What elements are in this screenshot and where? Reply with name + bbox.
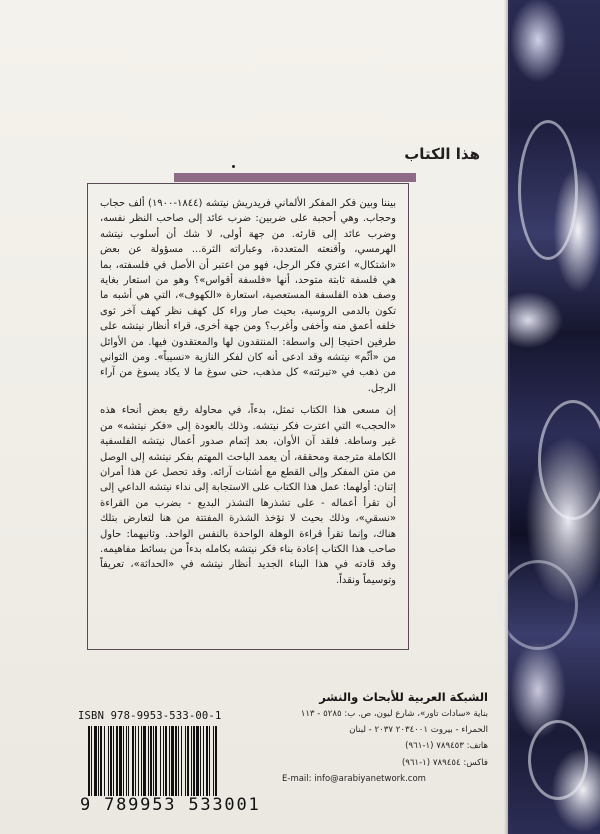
publisher-address-1: بناية «سادات تاور»، شارع ليون، ص. ب: ٥٢٨٥ - ١١٣ bbox=[300, 709, 488, 719]
publisher-email: E-mail: info@arabiyanetwork.com bbox=[282, 774, 426, 784]
heading-title: هذا الكتاب bbox=[404, 145, 480, 163]
publisher-address-2: الحمراء - بيروت ٢٠٣٤٠٠١ ٢٠٣٧ - لبنان bbox=[349, 725, 488, 735]
description-paragraph-1: بيننا وبين فكر المفكر الألماني فريدريش نيتشه (١٨٤٤-١٩٠٠) ألف حجاب وحجاب. وهي أحجبة على ضربين: ضرب عائد إلى صاحب النظر نفسه، وضرب عائد إلى قارئه. من جهة أولى، لا شك أن أسلوب نيتشه الهرمسي، وأقنعته المتعددة، وعباراته الثرة... مسؤولة عن بعض «اشتكال» اعتري فكر الرجل، فهو من اعتبر أن الأصل في فلسفته، بما هي فلسفة ثابتة متوحد، أنها «فلسفة أقواس»؟ وهو من استعار بغاية وصف هذه الفلسفة المستعصية، استعارة «الكهوف»، التي هي أشبه ما تكون بالدمى الروسية، بحيث صار وراء كل كهف نظر كهف آخر ثوى خلفه أعمق منه وأخفى وأغرب؟ ومن جهة أخرى، قراء أنظار نيتشه على طرفين احتيجا إلى واسطة: المنتقدون لها والمعتقدون فيها. من الأوائل من «أثّم» نيتشه وقد ادعى أنه كان لفكر النازية «نسيباً». ومن الثواني من ذهب في «تبرئته» كل مذهب، حتى سوغ ما لا يكاد يسوغ من آراء الرجل. bbox=[100, 198, 396, 394]
marble-spine-strip bbox=[508, 0, 600, 834]
publisher-phone: هاتف: ٧٨٩٤٥٣ (١-٩٦١) bbox=[405, 741, 488, 751]
description-frame bbox=[87, 183, 409, 650]
isbn-label: ISBN 978-9953-533-00-1 bbox=[78, 710, 222, 722]
spine-shadow bbox=[504, 0, 510, 834]
heading-dot bbox=[232, 165, 235, 168]
barcode-gap bbox=[217, 726, 218, 796]
barcode bbox=[88, 726, 272, 796]
description-paragraph-2: إن مسعى هذا الكتاب تمثل، بدءاً، في محاولة رفع بعض أنحاء هذه «الحجب» التي اعترت فكر نيتشه. وذلك بالعودة إلى «فكر نيتشه» من غير وساطة. فلقد آن الأوان، بعد إتمام صدور أعمال نيتشه الفلسفية الكاملة مترجمة ومحققة، أن يعمد الباحث المهتم بفكر نيتشه إلى الوصل من متن المفكر وإلى القطع مع أشتات آرائه. وقد تحصل عن هذا أمران إثنان: أولهما: عمل هذا الكتاب على الاستجابة إلى نداء نيتشه الداعي إلى أن تقرأ أعماله - على تشذرها التشذر البديع - بضرب من القراءة «نسقي»، وذلك بحيث لا تؤخذ الشذرة المفتتة من هنا لتعارض بتلك هناك، وإنما تقرأ قراءة الوهلة الواحدة بالنفس الواحد. وثانيهما: حاول صاحب هذا الكتاب إعادة بناء فكر نيتشه بكامله بدءاً من بسائط مفاهيمه. وقد قادته في هذا البناء الجديد أنظار نيتشه في «الحداثة»، تعريفاً وتوسيماً ونقداً. bbox=[100, 405, 396, 586]
publisher-fax: فاكس: ٧٨٩٤٥٤ (١-٩٦١) bbox=[401, 758, 488, 768]
barcode-digits: 9 789953 533001 bbox=[80, 795, 261, 815]
heading-accent-bar bbox=[174, 173, 416, 182]
publisher-name: الشبكة العربية للأبحاث والنشر bbox=[319, 690, 488, 704]
